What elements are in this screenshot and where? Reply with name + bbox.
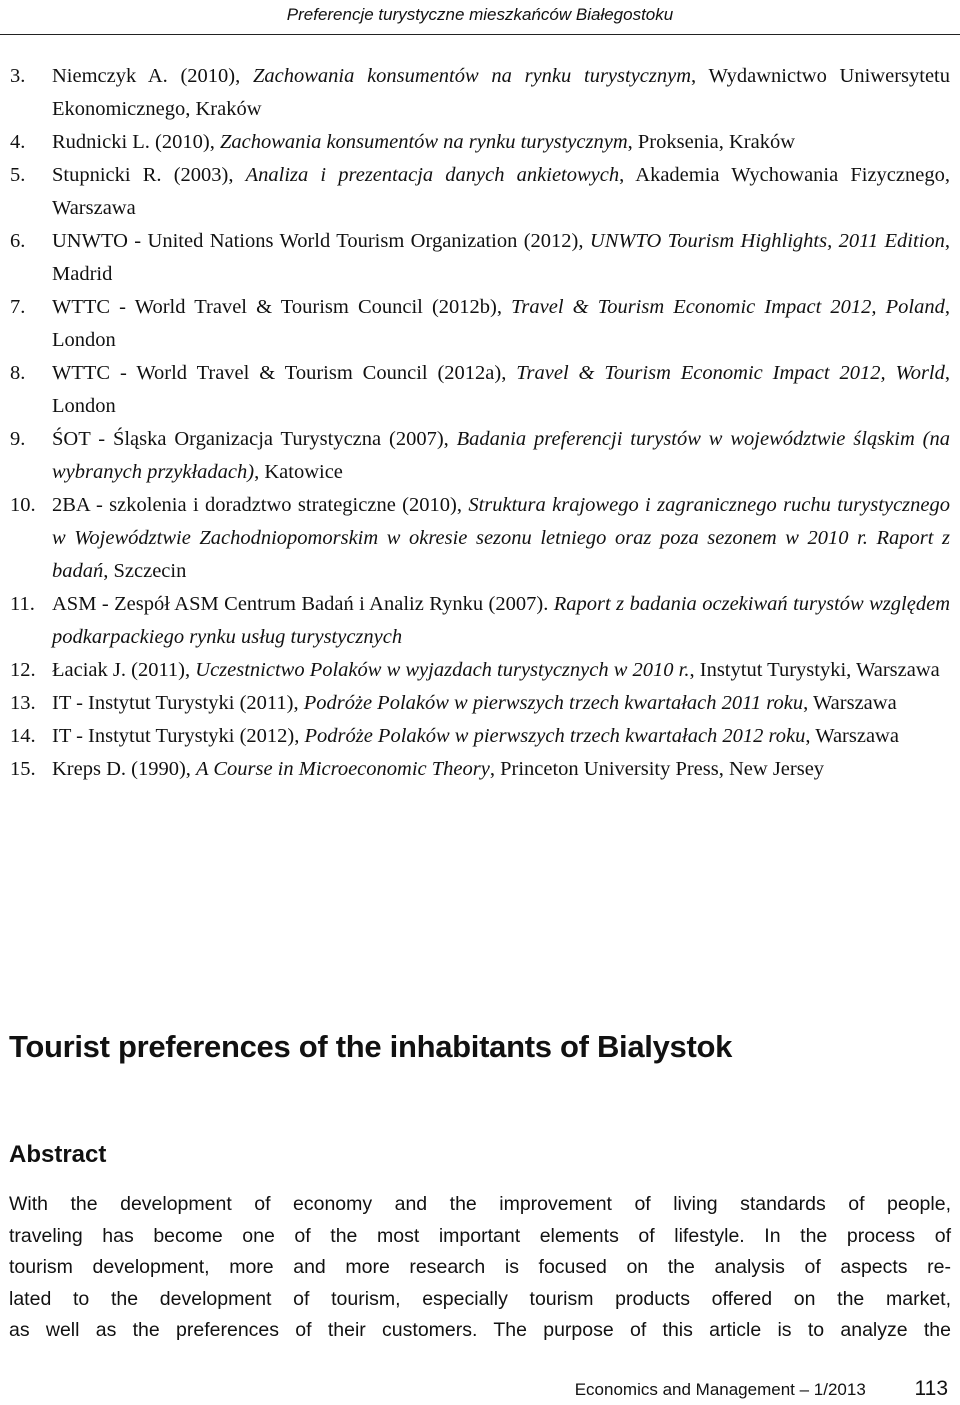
reference-item [10,225,950,291]
reference-number: 11. [10,593,35,615]
reference-title: Badania preferencji turystów w województwie śląskim (na wybranych przykładach) [52,428,950,483]
reference-list [10,60,950,786]
abstract-line: lated to the development of tourism, especially tourism products offered on the market, [9,1287,951,1310]
reference-text: Stupnicki R. (2003), [52,164,246,186]
reference-item [10,60,950,126]
abstract-line: as well as the preferences of their customers. The purpose of this article is to analyze the [9,1319,951,1341]
abstract-line: tourism development, more and more research is focused on the analysis of aspects re- [9,1256,951,1278]
reference-item [10,357,950,423]
reference-text: IT - Instytut Turystyki (2011), [52,692,304,714]
reference-text: Kreps D. (1990), [52,758,197,780]
reference-number: 12. [10,659,36,681]
reference-title: A Course in Microeconomic Theory [196,758,490,780]
reference-title: Raport z badania oczekiwań turystów względem podkarpackiego rynku usług turystycznych [52,593,950,648]
reference-text: , Princeton University Press, New Jersey [489,758,825,780]
reference-item [10,159,950,225]
reference-item [10,687,950,720]
reference-number: 15. [10,758,36,780]
running-header-title: Preferencje turystyczne mieszkańców Białegostoku [286,5,674,24]
reference-text: , London [52,362,950,417]
reference-text: 2BA - szkolenia i doradztwo strategiczne (2010), [52,494,469,516]
reference-text: , Wydawnictwo Uniwersytetu Ekonomicznego, Kraków [52,65,950,120]
reference-number: 9. [10,428,26,450]
footer-journal: Economics and Management – 1/2013 [574,1380,866,1399]
reference-text: WTTC - World Travel & Tourism Council (2012b), [52,296,512,318]
reference-text: IT - Instytut Turystyki (2012), [52,725,305,747]
reference-text: Rudnicki L. (2010), [52,131,220,153]
reference-item [10,720,950,753]
reference-number: 6. [10,230,26,252]
reference-title: Podróże Polaków w pierwszych trzech kwartałach 2011 roku [303,692,804,714]
reference-text: , Madrid [52,230,950,285]
reference-number: 13. [10,692,36,714]
reference-title: Travel & Tourism Economic Impact 2012, World [516,362,945,384]
reference-text: Niemczyk A. (2010), [52,65,253,87]
reference-text: , Proksenia, Kraków [627,131,796,153]
reference-item [10,423,950,489]
reference-title: UNWTO Tourism Highlights, 2011 Edition [589,230,945,252]
reference-number: 3. [10,65,26,87]
reference-number: 14. [10,725,36,747]
reference-number: 4. [10,131,26,153]
reference-item [10,753,950,786]
abstract-line: traveling has become one of the most important elements of lifestyle. In the process of [9,1224,951,1247]
reference-text: , London [52,296,950,351]
reference-text: , Warszawa [803,692,897,714]
reference-number: 5. [10,164,26,186]
reference-item [10,654,950,687]
article-title: Tourist preferences of the inhabitants of Bialystok [9,1029,733,1064]
page-footer [575,1374,948,1404]
reference-title: Struktura krajowego i zagranicznego ruchu turystycznego w Województwie Zachodniopomorskim w okresie sezonu letniego oraz poza sezonem w 2010 r. Raport z badań [52,494,950,582]
reference-text: , Instytut Turystyki, Warszawa [689,659,940,681]
reference-item [10,588,950,654]
reference-item [10,291,950,357]
reference-text: , Warszawa [805,725,899,747]
abstract-heading: Abstract [9,1141,107,1168]
reference-title: Travel & Tourism Economic Impact 2012, Poland [511,296,945,318]
reference-title: Uczestnictwo Polaków w wyjazdach turystycznych w 2010 r. [195,659,690,681]
reference-number: 10. [10,494,36,516]
reference-text: , Akademia Wychowania Fizycznego, Warszawa [52,164,950,219]
reference-number: 8. [10,362,26,384]
reference-number: 7. [10,296,26,318]
reference-title: Analiza i prezentacja danych ankietowych [245,164,620,186]
reference-text: UNWTO - United Nations World Tourism Organization (2012), [52,230,590,252]
reference-text: ŚOT - Śląska Organizacja Turystyczna (2007), [52,428,457,450]
reference-text: ASM - Zespół ASM Centrum Badań i Analiz Rynku (2007). [52,593,554,615]
reference-text: WTTC - World Travel & Tourism Council (2012a), [52,362,517,384]
running-header [0,0,960,35]
reference-item [10,126,950,159]
abstract-line: With the development of economy and the improvement of living standards of people, [9,1193,951,1215]
abstract-body [9,1189,951,1347]
reference-title: Podróże Polaków w pierwszych trzech kwartałach 2012 roku [304,725,806,747]
reference-title: Zachowania konsumentów na rynku turystycznym [219,131,628,153]
reference-text: , Szczecin [103,560,187,582]
reference-title: Zachowania konsumentów na rynku turystycznym [252,65,692,87]
reference-item [10,489,950,588]
reference-text: Łaciak J. (2011), [52,659,196,681]
reference-text: , Katowice [254,461,343,483]
page-number: 113 [914,1377,948,1400]
